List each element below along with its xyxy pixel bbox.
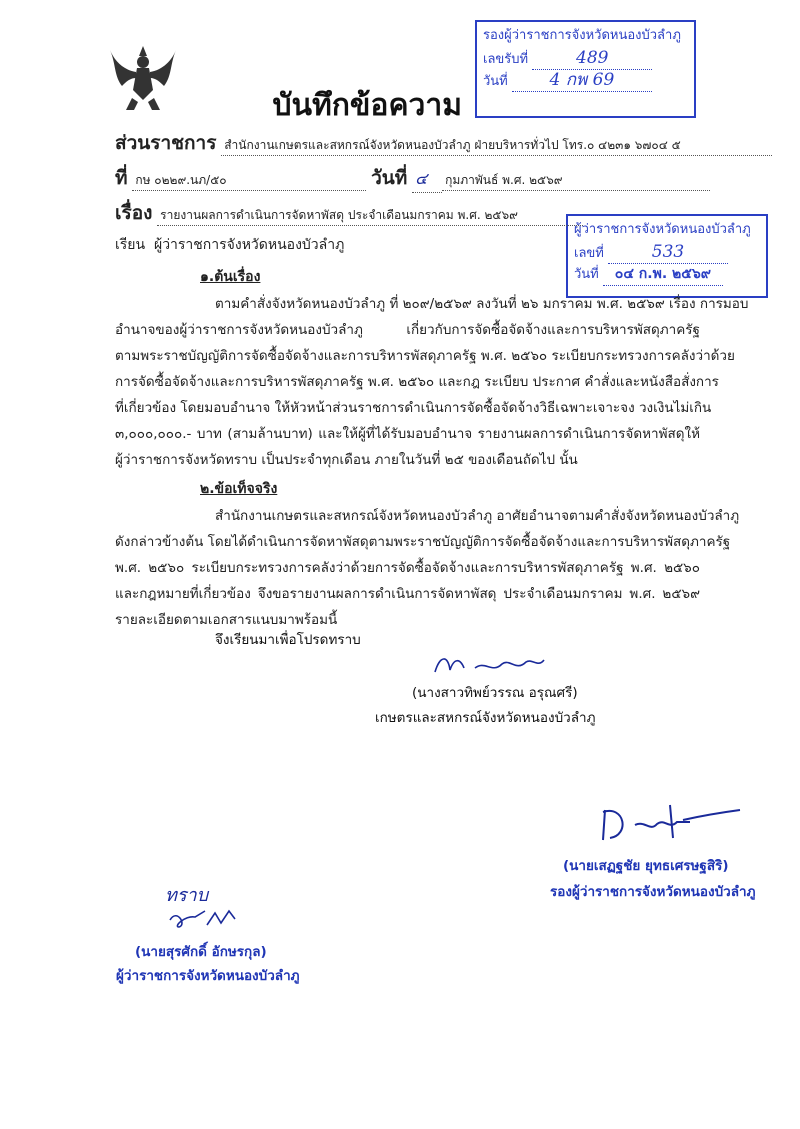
document-title: บันทึกข้อความ bbox=[272, 88, 462, 123]
signatory-name: (นายเสฏฐชัย ยุทธเศรษฐสิริ) bbox=[563, 858, 729, 874]
body-line: รายละเอียดตามเอกสารแนบมาพร้อมนี้ bbox=[115, 612, 338, 628]
stamp-org: รองผู้ว่าราชการจังหวัดหนองบัวลำภู bbox=[483, 28, 681, 43]
department-value: สำนักงานเกษตรและสหกรณ์จังหวัดหนองบัวลำภู ฝ่ายบริหารทั่วไป โทร.๐ ๔๒๓๑ ๖๗๐๔ ๕ bbox=[221, 136, 772, 156]
body-line: ดังกล่าวข้างต้น โดยได้ดำเนินการจัดหาพัสดุตามพระราชบัญญัติการจัดซื้อจัดจ้างและการบริหารพัสดุภาครัฐ bbox=[115, 534, 731, 550]
stamp-date-label: วันที่ bbox=[483, 74, 508, 89]
signatory-name: (นางสาวทิพย์วรรณ อรุณศรี) bbox=[412, 685, 578, 701]
body-line: และกฎหมายที่เกี่ยวข้อง จึงขอรายงานผลการดำเนินการจัดหาพัสดุ ประจำเดือนมกราคม พ.ศ. ๒๕๖๙ bbox=[115, 586, 700, 602]
subject-field bbox=[115, 198, 583, 228]
stamp-org: ผู้ว่าราชการจังหวัดหนองบัวลำภู bbox=[574, 222, 751, 237]
signatory-position: รองผู้ว่าราชการจังหวัดหนองบัวลำภู bbox=[550, 884, 756, 900]
stamp-number-value: 533 bbox=[608, 241, 728, 264]
signature-icon bbox=[595, 800, 745, 850]
body-line: พ.ศ. ๒๕๖๐ ระเบียบกระทรวงการคลังว่าด้วยการจัดซื้อจัดจ้างและการบริหารพัสดุภาครัฐ พ.ศ. ๒๕๖๐ bbox=[115, 560, 700, 576]
stamp-date-value: ๐๔ ก.พ. ๒๕๖๙ bbox=[603, 263, 723, 286]
reference-value: กษ ๐๒๒๙.นภ/๕๐ bbox=[132, 171, 366, 191]
signature-icon bbox=[430, 650, 550, 680]
date-label: วันที่ bbox=[371, 167, 408, 189]
body-line: การจัดซื้อจัดจ้างและการบริหารพัสดุภาครัฐ พ.ศ. ๒๕๖๐ และกฎ ระเบียบ ประกาศ คำสั่งและหนังสือสั่งการ bbox=[115, 374, 719, 390]
recipient-field bbox=[115, 234, 344, 256]
date-value: กุมภาพันธ์ พ.ศ. ๒๕๖๙ bbox=[442, 171, 710, 191]
stamp-number-label: เลขที่ bbox=[574, 246, 604, 261]
body-line: ผู้ว่าราชการจังหวัดทราบ เป็นประจำทุกเดือน ภายในวันที่ ๒๕ ของเดือนถัดไป นั้น bbox=[115, 452, 578, 468]
stamp-number-label: เลขรับที่ bbox=[483, 52, 529, 67]
body-line: อำนาจของผู้ว่าราชการจังหวัดหนองบัวลำภู เกี่ยวกับการจัดซื้อจัดจ้างและการบริหารพัสดุภาครัฐ bbox=[115, 322, 700, 338]
body-line: ตามพระราชบัญญัติการจัดซื้อจัดจ้างและการบริหารพัสดุภาครัฐ พ.ศ. ๒๕๖๐ ระเบียบกระทรวงการคลังว่าด้วย bbox=[115, 348, 735, 364]
recipient-label: เรียน bbox=[115, 237, 146, 253]
subject-label: เรื่อง bbox=[115, 202, 153, 224]
recipient-value: ผู้ว่าราชการจังหวัดหนองบัวลำภู bbox=[153, 237, 345, 253]
signatory-name: (นายสุรศักดิ์ อักษรกุล) bbox=[135, 944, 267, 960]
receipt-stamp-deputy-governor bbox=[475, 20, 696, 118]
section-heading-background: ๑.ต้นเรื่อง bbox=[200, 269, 261, 285]
body-line: ที่เกี่ยวข้อง โดยมอบอำนาจ ให้หัวหน้าส่วนราชการดำเนินการจัดซื้อจัดจ้างวิธีเฉพาะเจาะจง วงเงินไม่เกิน bbox=[115, 400, 712, 416]
subject-value: รายงานผลการดำเนินการจัดหาพัสดุ ประจำเดือนมกราคม พ.ศ. ๒๕๖๙ bbox=[157, 206, 583, 226]
body-line: ๓,๐๐๐,๐๐๐.- บาท (สามล้านบาท) และให้ผู้ที่ได้รับมอบอำนาจ รายงานผลการดำเนินการจัดหาพัสดุให้ bbox=[115, 426, 700, 442]
stamp-date-label: วันที่ bbox=[574, 267, 599, 282]
closing-text: จึงเรียนมาเพื่อโปรดทราบ bbox=[215, 632, 361, 648]
stamp-date-value: 4 กพ 69 bbox=[512, 69, 652, 92]
stamp-number-value: 489 bbox=[532, 47, 652, 70]
signatory-position: ผู้ว่าราชการจังหวัดหนองบัวลำภู bbox=[116, 968, 300, 984]
body-line: สำนักงานเกษตรและสหกรณ์จังหวัดหนองบัวลำภู อาศัยอำนาจตามคำสั่งจังหวัดหนองบัวลำภู bbox=[215, 508, 740, 524]
section-heading-facts: ๒.ข้อเท็จจริง bbox=[200, 481, 278, 497]
signatory-position: เกษตรและสหกรณ์จังหวัดหนองบัวลำภู bbox=[375, 710, 596, 726]
date-day: ๔ bbox=[412, 167, 442, 193]
department-label: ส่วนราชการ bbox=[115, 132, 217, 154]
reference-label: ที่ bbox=[115, 167, 128, 189]
receipt-stamp-governor bbox=[566, 214, 768, 298]
handwritten-note: ทราบ bbox=[165, 885, 209, 906]
department-field bbox=[115, 128, 772, 158]
signature-icon bbox=[165, 905, 240, 930]
body-line: ตามคำสั่งจังหวัดหนองบัวลำภู ที่ ๒๐๙/๒๕๖๙ ลงวันที่ ๒๖ มกราคม พ.ศ. ๒๕๖๙ เรื่อง การมอบ bbox=[215, 296, 749, 312]
reference-field bbox=[115, 163, 710, 193]
